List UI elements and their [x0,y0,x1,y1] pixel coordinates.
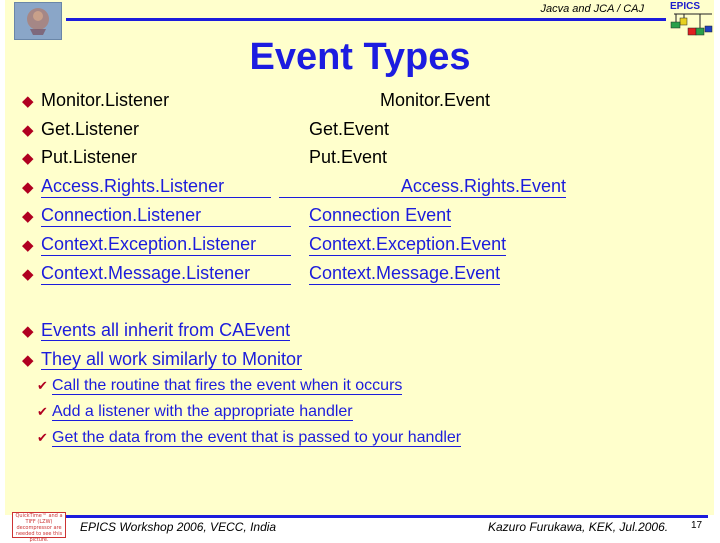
header-divider [66,18,666,21]
event-name: Connection Event [309,205,452,225]
event-name: Put.Event [309,147,388,167]
epics-logo-text: EPICS [670,1,701,12]
subpoint-text: Add a listener with the appropriate handler [52,403,353,420]
institution-logo [14,2,62,40]
event-name: Access.Rights.Event [279,176,566,198]
check-bullet-icon: ✔ [37,430,48,445]
listener-name: Get.Listener [41,119,140,139]
listener-name: Context.Message.Listener [41,263,291,285]
subpoint-text: Get the data from the event that is passed to your handler [52,429,462,446]
point-item [22,320,290,341]
listener-item [22,263,291,287]
check-bullet-icon: ✔ [37,378,48,393]
diamond-bullet-icon: ◆ [22,122,34,139]
header-course-label: Jacva and JCA / CAJ [540,3,644,15]
diamond-bullet-icon: ◆ [22,93,34,110]
event-name: Context.Exception.Event [309,234,507,254]
listener-name: Access.Rights.Listener [41,176,271,198]
subpoint-item [37,429,461,447]
subpoint-item [37,377,402,395]
listener-name: Monitor.Listener [41,90,170,110]
check-bullet-icon: ✔ [37,404,48,419]
event-name: Context.Message.Event [309,263,501,283]
page-number: 17 [691,520,703,531]
listener-item [22,90,169,114]
diamond-bullet-icon: ◆ [22,150,34,167]
footer-author: Kazuro Furukawa, KEK, Jul.2006. [488,520,669,534]
event-name: Monitor.Event [380,90,491,110]
listener-item [22,119,139,143]
diamond-bullet-icon: ◆ [22,208,34,225]
listener-name: Context.Exception.Listener [41,234,291,256]
listener-name: Put.Listener [41,147,138,167]
point-text: Events all inherit from CAEvent [41,320,291,340]
diamond-bullet-icon: ◆ [22,352,34,369]
event-name: Get.Event [309,119,390,139]
diamond-bullet-icon: ◆ [22,179,34,196]
listener-item [22,205,291,229]
diamond-bullet-icon: ◆ [22,266,34,283]
point-text: They all work similarly to Monitor [41,349,303,369]
footer-event-name: EPICS Workshop 2006, VECC, India [80,520,277,534]
missing-image-placeholder: QuickTime™ and a TIFF (LZW) decompressor are needed to see this picture. [12,512,66,538]
epics-logo [670,0,716,40]
footer-divider [66,515,708,518]
subpoint-item [37,403,353,421]
listener-item [22,234,291,258]
slide-title: Event Types [249,36,471,78]
crest-icon [15,3,61,39]
diamond-bullet-icon: ◆ [22,323,34,340]
subpoint-text: Call the routine that fires the event when it occurs [52,377,403,394]
listener-item [22,147,137,171]
listener-item [22,176,271,200]
point-item [22,349,302,370]
listener-name: Connection.Listener [41,205,291,227]
diamond-bullet-icon: ◆ [22,237,34,254]
